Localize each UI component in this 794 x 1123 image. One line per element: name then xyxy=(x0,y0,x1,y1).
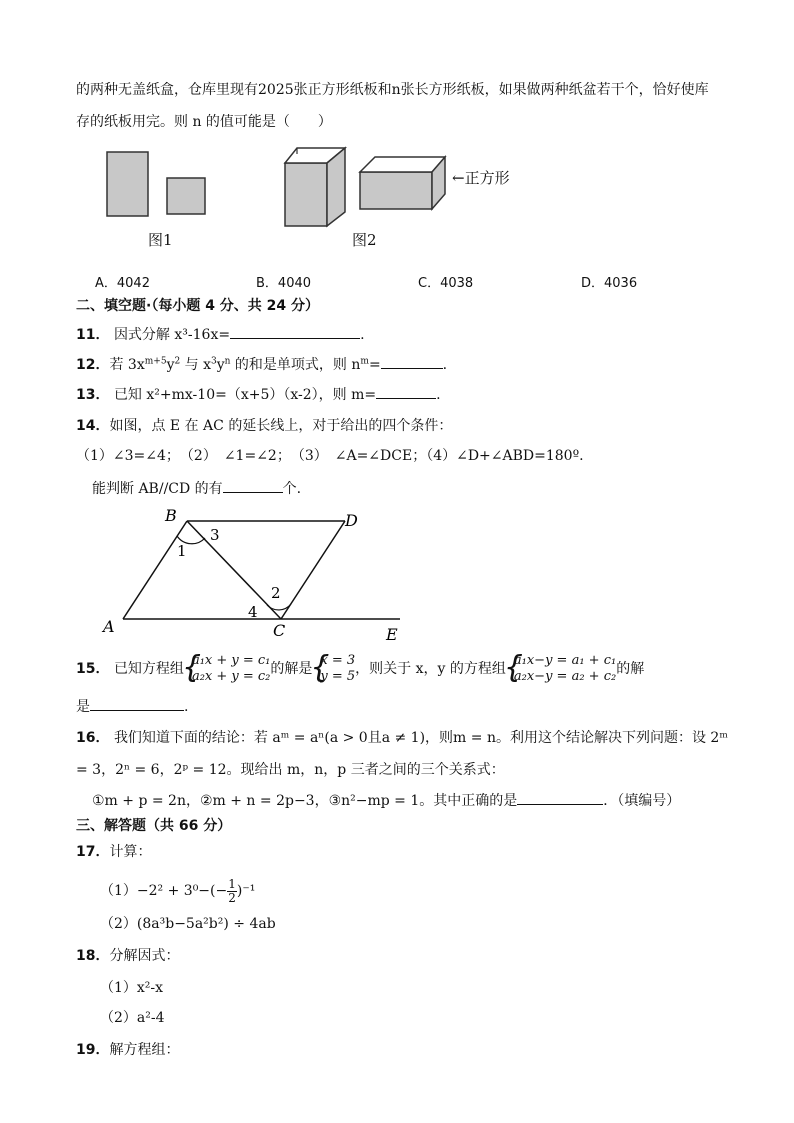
fig1-caption: 图1 xyxy=(148,231,173,249)
section3-title: 三、解答题（共 66 分） xyxy=(76,818,232,834)
q18-stem xyxy=(76,946,179,966)
q11-number: 11． xyxy=(76,327,110,343)
q16-number: 16． xyxy=(76,730,110,746)
q14-conditions: （1）∠3=∠4； （2） ∠1=∠2； （3） ∠A=∠DCE；（4）∠D+∠ABD=180º. xyxy=(76,448,584,464)
q12-sup5: m xyxy=(360,356,369,367)
q15-system-c xyxy=(506,653,616,685)
q12-text-c: 与 x xyxy=(180,357,212,373)
q10-option-d: D．4036 xyxy=(581,276,638,291)
q14-ask xyxy=(92,478,301,499)
q16-line2: = 3，2ⁿ = 6，2ᵖ = 12。现给出 m，n，p 三者之间的三个关系式： xyxy=(76,762,505,778)
q15-text-3: ，则关于 x，y 的方程组 xyxy=(355,661,506,677)
q15-number: 15． xyxy=(76,661,110,677)
q17-number: 17． xyxy=(76,844,110,860)
fig2-arrow-label: ←正方形 xyxy=(452,169,510,187)
q17-fraction xyxy=(227,878,237,905)
q18-part1: （1）x²-x xyxy=(100,980,164,996)
segment-bc xyxy=(187,521,281,619)
q16-line3-text: ①m + p = 2n，②m + n = 2p−3，③n²−mp = 1。其中正确的是 xyxy=(92,793,518,809)
segment-ab xyxy=(123,521,187,619)
q10-option-b: B．4040 xyxy=(256,276,312,291)
angle-label-3: 3 xyxy=(210,526,220,544)
q15-system-a xyxy=(184,653,270,685)
q12-sup2: 2 xyxy=(174,356,181,367)
q13-number: 13． xyxy=(76,387,110,403)
q17-part1-a: （1）−2² + 3⁰−(− xyxy=(100,883,228,899)
q16-line3-tail: ．（填编号） xyxy=(603,793,681,809)
q17-part2: （2）(8a³b−5a²b²) ÷ 4ab xyxy=(100,916,276,932)
label-d: D xyxy=(345,511,358,530)
q15-answer-blank xyxy=(90,696,184,711)
section2-title: 二、填空题·（每小题 4 分、共 24 分） xyxy=(76,298,320,314)
q14-figure xyxy=(95,500,415,645)
fig2-wide-box xyxy=(360,157,445,209)
angle-label-2: 2 xyxy=(271,584,281,602)
q15-system-a-eq2: a₂x + y = c₂ xyxy=(191,669,271,684)
q12: 12．若 $3x^{m+5}y^2$ 与 $x^3y^n$ 的和是单项式，则 $n^m=$ . xyxy=(76,354,447,375)
fig1-square xyxy=(167,178,205,214)
q11-answer-blank xyxy=(230,324,360,339)
fig2-tall-box xyxy=(285,148,345,226)
q12-number: 12． xyxy=(76,357,110,373)
q14-stem xyxy=(76,416,452,436)
q10-line2: 存的纸板用完。则 n 的值可能是（ ） xyxy=(76,114,332,130)
q18-text: 分解因式： xyxy=(109,948,180,964)
q14-text: 如图，点 E 在 AC 的延长线上，对于给出的四个条件： xyxy=(109,418,453,434)
q19-text: 解方程组： xyxy=(109,1042,180,1058)
q16-line1-text: 我们知道下面的结论：若 aᵐ = aⁿ(a > 0且a ≠ 1)，则m = n。利用这个结论解决下列问题：设 2ᵐ xyxy=(113,730,728,746)
q10-line1: 的两种无盖纸盒，仓库里现有2025张正方形纸板和n张长方形纸板，如果做两种纸盆若干个，恰好使库 xyxy=(76,82,709,98)
q12-sup1: m+5 xyxy=(144,356,167,367)
q12-text-a: 若 3x xyxy=(109,357,145,373)
q12-text-e: 的和是单项式，则 n xyxy=(230,357,361,373)
label-e: E xyxy=(386,625,398,644)
q14-ask-tail: 个. xyxy=(282,481,302,497)
q18-part2: （2）a²-4 xyxy=(100,1010,165,1026)
q14-ask-text: 能判断 AB//CD 的有 xyxy=(92,481,223,497)
q15-text-4: 的解 xyxy=(616,661,645,677)
q17-fraction-denominator: 2 xyxy=(228,890,236,905)
q14-answer-blank xyxy=(223,478,283,493)
q10-option-c: C．4038 xyxy=(418,276,474,291)
fig1-rectangle xyxy=(107,152,148,216)
q15-system-b xyxy=(312,653,355,685)
q16-line1 xyxy=(76,728,728,748)
label-c: C xyxy=(273,621,286,640)
q13-text: 已知 x²+mx-10=（x+5）（x-2），则 m= xyxy=(113,387,377,403)
q15-system-b-eq2: y = 5 xyxy=(320,669,356,684)
q15-line1 xyxy=(76,652,644,686)
q12-text-d: y xyxy=(216,357,225,373)
q14-number: 14． xyxy=(76,418,110,434)
q17-stem xyxy=(76,842,151,862)
q10-option-a: A．4042 xyxy=(95,276,150,291)
q15-text-2: 的解是 xyxy=(270,661,313,677)
q12-sup4: n xyxy=(224,356,231,367)
label-b: B xyxy=(165,506,177,525)
q17-text: 计算： xyxy=(109,844,152,860)
q15-line2: 是 . xyxy=(76,696,188,717)
q12-sup3: 3 xyxy=(211,356,217,367)
q19-number: 19． xyxy=(76,1042,110,1058)
q15-line2-text: 是 xyxy=(76,699,90,715)
q15-system-b-eq1: { x = 3 xyxy=(320,653,356,668)
q15-system-c-eq1: { a₁x−y = a₁ + c₁ xyxy=(513,653,617,668)
q17-fraction-numerator: 1 xyxy=(228,876,236,891)
q12-text-f: = xyxy=(368,357,381,373)
q12-answer-blank xyxy=(381,354,443,369)
angle-label-4: 4 xyxy=(248,603,258,621)
fig2-caption: 图2 xyxy=(352,231,377,249)
q19-stem xyxy=(76,1040,179,1060)
label-a: A xyxy=(103,617,115,636)
q18-number: 18． xyxy=(76,948,110,964)
q11: 11． 因式分解 x³-16x= . xyxy=(76,324,365,345)
q15-text-1: 已知方程组 xyxy=(113,661,184,677)
q16-line3 xyxy=(92,790,680,811)
q13-answer-blank xyxy=(376,384,436,399)
q11-text: 因式分解 x³-16x= xyxy=(113,327,231,343)
q12-text-b: y xyxy=(166,357,175,373)
q15-system-a-eq1: { a₁x + y = c₁ xyxy=(191,653,271,668)
q17-part1-b: )⁻¹ xyxy=(236,883,256,899)
q15-system-c-eq2: a₂x−y = a₂ + c₂ xyxy=(513,669,617,684)
angle-label-1: 1 xyxy=(177,542,187,560)
q17-part1 xyxy=(100,876,255,906)
q16-answer-blank xyxy=(517,790,603,805)
q13: 13． 已知 x²+mx-10=（x+5）（x-2），则 m= . xyxy=(76,384,441,405)
